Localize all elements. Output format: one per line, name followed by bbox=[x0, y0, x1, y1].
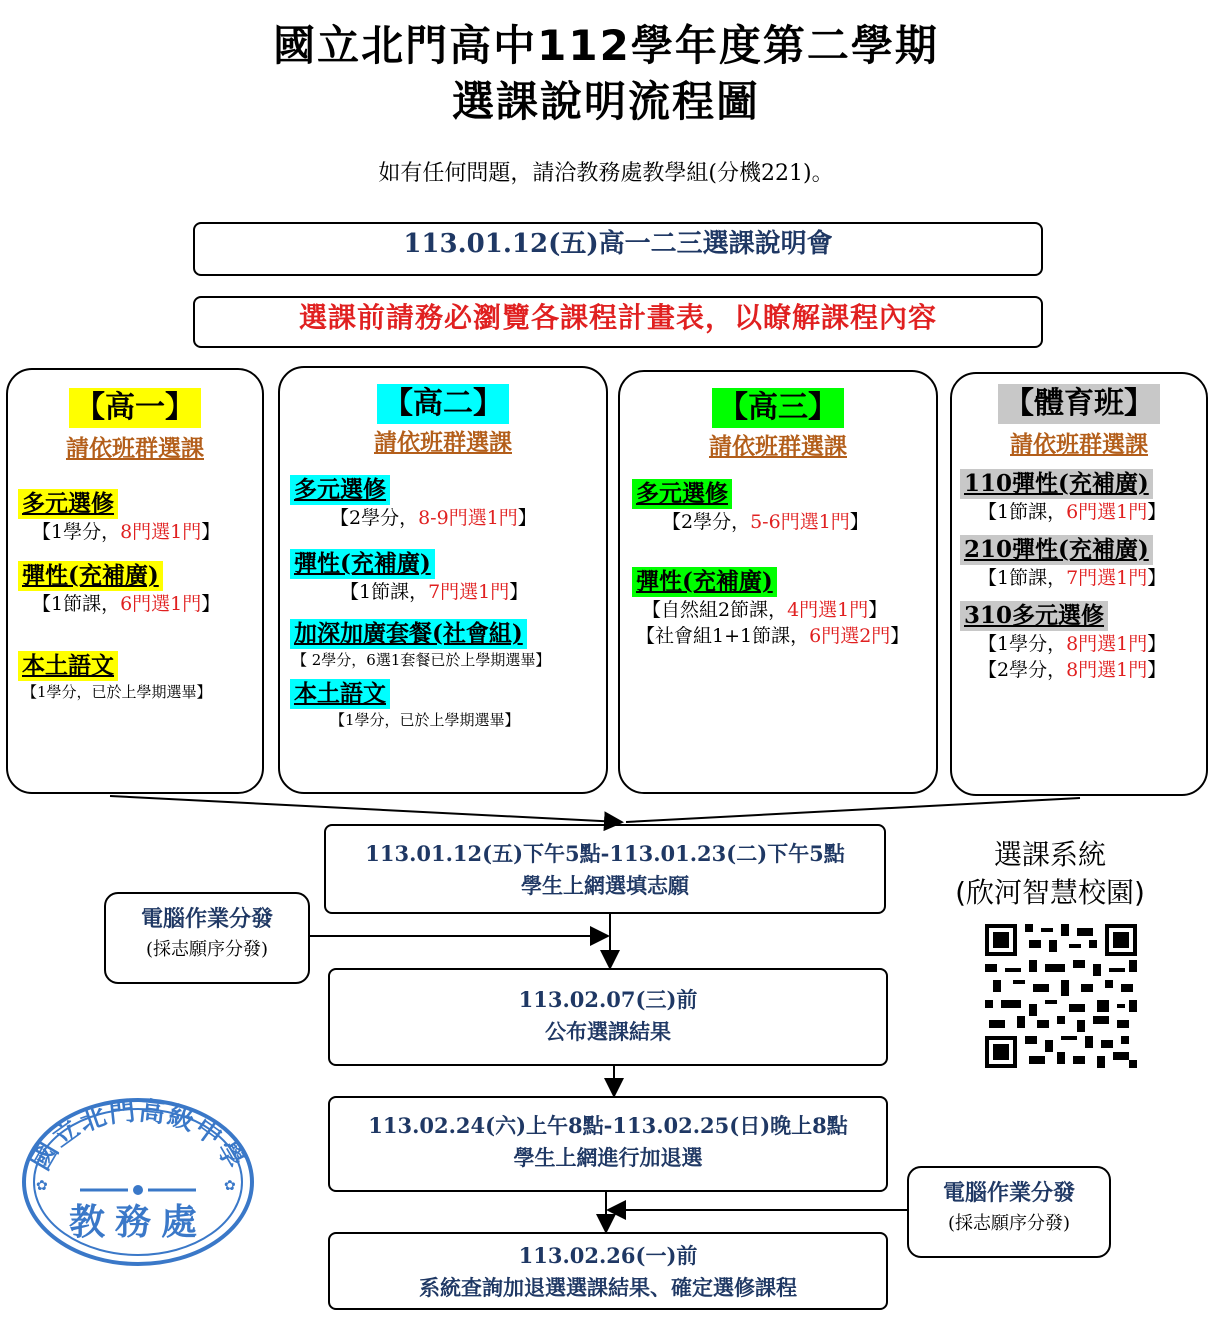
grade10-instruction: 請依班群選課 bbox=[66, 435, 204, 462]
sports-class-instruction: 請依班群選課 bbox=[1010, 431, 1148, 458]
sports-210-flex-detail: 【1節課，7門選1門】 bbox=[978, 567, 1167, 589]
selection-system-label bbox=[930, 836, 1170, 912]
svg-text:國立北門高級中學 bbox=[26, 1095, 250, 1175]
contact-note: 如有任何問題，請洽教務處教學組(分機221)。 bbox=[378, 161, 834, 186]
grade12-flex-social-detail: 【社會組1+1節課，6門選2門】 bbox=[636, 625, 910, 647]
flow-step-4-action: 系統查詢加退選選課結果、確定選修課程 bbox=[419, 1275, 797, 1300]
flow-step-1 bbox=[324, 824, 886, 914]
grade10-flex-detail: 【1節課，6門選1門】 bbox=[32, 593, 221, 615]
auto-allocation-title-1: 電腦作業分發 bbox=[140, 906, 273, 932]
grade11-flex: 彈性(充補廣) bbox=[290, 549, 435, 579]
reminder-banner: 選課前請務必瀏覽各課程計畫表，以瞭解課程內容 bbox=[193, 296, 1043, 348]
flow-step-2-time: 113.02.07(三)前 bbox=[518, 987, 698, 1012]
sports-210-flex: 210彈性(充補廣) bbox=[960, 535, 1153, 565]
sports-110-flex-detail: 【1節課，6門選1門】 bbox=[978, 501, 1167, 523]
merge-line-right bbox=[626, 798, 1080, 822]
grade11-instruction: 請依班群選課 bbox=[374, 429, 512, 456]
grade11-native-language-detail: 【1學分，已於上學期選畢】 bbox=[330, 711, 520, 729]
grade11-advanced-package-detail: 【 2學分，6選1套餐已於上學期選畢】 bbox=[292, 651, 551, 669]
seal-ring-text: 國立北門高級中學 bbox=[25, 1096, 251, 1176]
info-session-banner: 113.01.12(五)高一二三選課說明會 bbox=[193, 222, 1043, 276]
grade11-elective-detail: 【2學分，8-9門選1門】 bbox=[330, 507, 537, 529]
sports-class-heading: 【體育班】 bbox=[998, 384, 1160, 424]
auto-allocation-note-2: (採志願序分發) bbox=[947, 1213, 1071, 1234]
flow-step-3-time: 113.02.24(六)上午8點-113.02.25(日)晚上8點 bbox=[368, 1113, 848, 1138]
auto-allocation-note-1: (採志願序分發) bbox=[145, 939, 269, 960]
grade10-native-language: 本土語文 bbox=[18, 651, 118, 681]
grade11-flex-detail: 【1節課，7門選1門】 bbox=[340, 581, 529, 603]
svg-text:✿: ✿ bbox=[36, 1178, 48, 1194]
svg-text:✿: ✿ bbox=[224, 1178, 236, 1194]
page-title: 國立北門高中112學年度第二學期 bbox=[273, 21, 939, 70]
auto-allocation-box-2 bbox=[907, 1166, 1111, 1258]
flow-step-2 bbox=[328, 968, 888, 1066]
selection-system-name: 選課系統 bbox=[993, 838, 1106, 871]
grade12-flex: 彈性(充補廣) bbox=[632, 567, 777, 597]
grade11-heading: 【高二】 bbox=[377, 384, 509, 424]
grade12-elective: 多元選修 bbox=[632, 479, 732, 509]
qr-code-icon[interactable] bbox=[985, 924, 1137, 1068]
grade11-native-language: 本土語文 bbox=[290, 679, 390, 709]
seal-center-text: 教務處 bbox=[68, 1201, 208, 1243]
selection-system-platform: (欣河智慧校園) bbox=[955, 876, 1145, 909]
grade10-elective: 多元選修 bbox=[18, 489, 118, 519]
flow-step-3 bbox=[328, 1096, 888, 1192]
grade10-heading: 【高一】 bbox=[69, 388, 201, 428]
auto-allocation-title-2: 電腦作業分發 bbox=[942, 1180, 1075, 1206]
grade11-elective: 多元選修 bbox=[290, 475, 390, 505]
flow-step-2-action: 公布選課結果 bbox=[545, 1019, 671, 1044]
flow-step-1-time: 113.01.12(五)下午5點-113.01.23(二)下午5點 bbox=[365, 841, 845, 866]
merge-line-left bbox=[110, 796, 620, 822]
sports-310-elective: 310多元選修 bbox=[960, 601, 1108, 631]
sports-310-elective-detail-1: 【1學分，8門選1門】 bbox=[978, 633, 1167, 655]
grade12-heading: 【高三】 bbox=[712, 388, 844, 428]
sports-110-flex: 110彈性(充補廣) bbox=[960, 469, 1153, 499]
flow-step-1-action: 學生上網選填志願 bbox=[521, 873, 689, 898]
grade12-instruction: 請依班群選課 bbox=[709, 433, 847, 460]
grade10-elective-detail: 【1學分，8門選1門】 bbox=[32, 521, 221, 543]
grade12-flex-science-detail: 【自然組2節課，4門選1門】 bbox=[642, 599, 888, 621]
flow-step-3-action: 學生上網進行加退選 bbox=[513, 1145, 703, 1170]
grade12-elective-detail: 【2學分，5-6門選1門】 bbox=[662, 511, 869, 533]
grade10-native-language-detail: 【1學分，已於上學期選畢】 bbox=[22, 683, 212, 701]
grade11-advanced-package: 加深加廣套餐(社會組) bbox=[290, 619, 527, 649]
page-subtitle: 選課說明流程圖 bbox=[451, 77, 760, 126]
flow-step-4 bbox=[328, 1232, 888, 1310]
grade10-flex: 彈性(充補廣) bbox=[18, 561, 163, 591]
sports-310-elective-detail-2: 【2學分，8門選1門】 bbox=[978, 659, 1167, 681]
flow-step-4-time: 113.02.26(一)前 bbox=[518, 1243, 698, 1268]
school-seal-icon bbox=[18, 1094, 258, 1270]
auto-allocation-box-1 bbox=[104, 892, 310, 984]
